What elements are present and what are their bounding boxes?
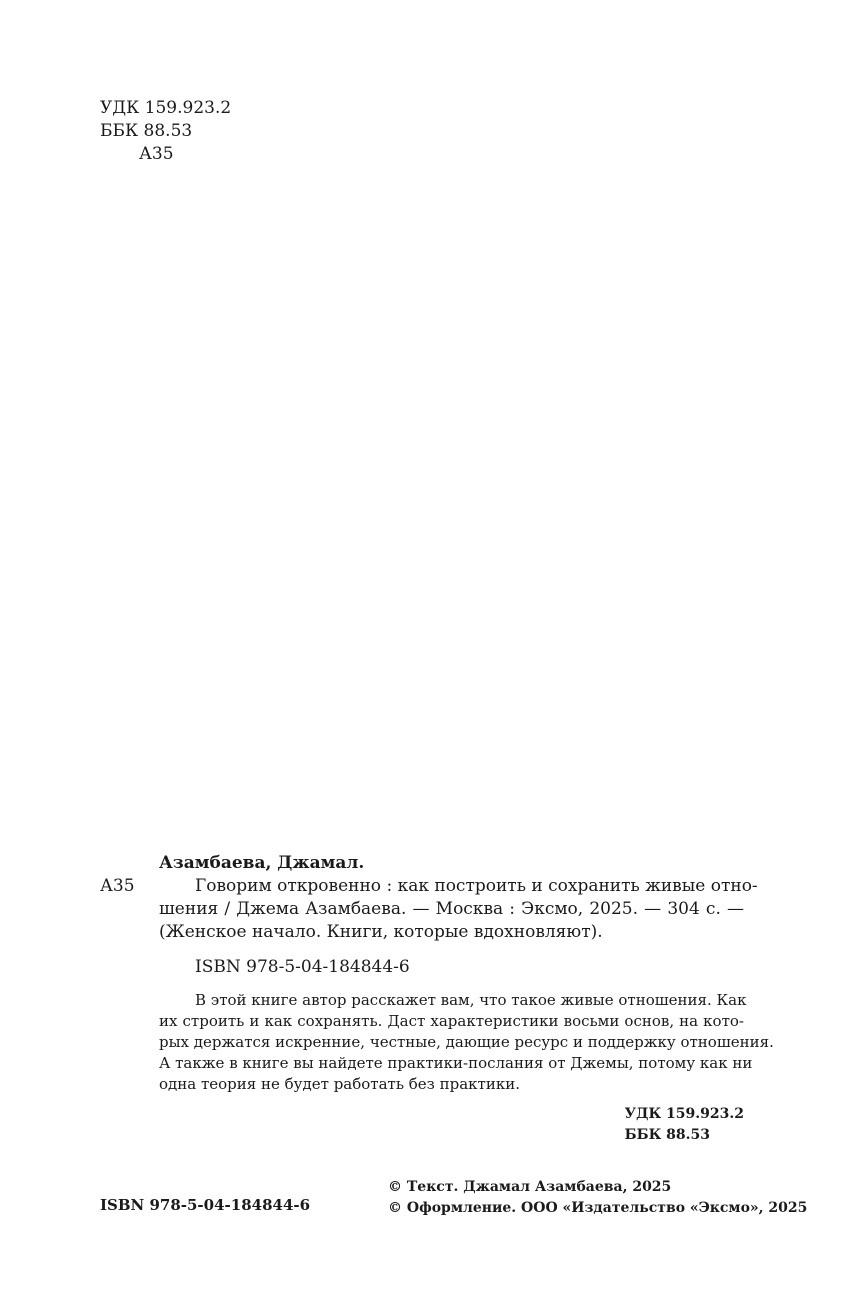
copyright-design: © Оформление. ООО «Издательство «Эксмо», 2025: [388, 1200, 808, 1216]
annotation-line: одна теория не будет работать без практики.: [159, 1075, 520, 1093]
entry-author: Азамбаева, Джамал.: [159, 853, 365, 873]
author-mark: А35: [139, 144, 174, 164]
annotation-line: их строить и как сохранять. Даст характеристики восьми основ, на кото-: [159, 1012, 744, 1030]
annotation: [159, 990, 774, 1095]
bibliographic-entry: [100, 852, 758, 979]
annotation-line: В этой книге автор расскажет вам, что такое живые отношения. Как: [195, 991, 747, 1009]
classification-codes: [625, 1104, 744, 1146]
udk-code: УДК 159.923.2: [100, 98, 232, 118]
entry-title-line: (Женское начало. Книги, которые вдохновляют).: [159, 922, 603, 942]
copyright-block: [388, 1177, 807, 1219]
copyright-text: © Текст. Джамал Азамбаева, 2025: [388, 1179, 672, 1195]
bbk-code-bold: ББК 88.53: [624, 1127, 711, 1143]
udk-code-bold: УДК 159.923.2: [624, 1106, 744, 1122]
bbk-code: ББК 88.53: [100, 121, 193, 141]
entry-isbn: ISBN 978-5-04-184844-6: [195, 957, 410, 977]
entry-title-line: Говорим откровенно : как построить и сохранить живые отно-: [195, 876, 758, 896]
annotation-line: А также в книге вы найдете практики-послания от Джемы, потому как ни: [159, 1054, 753, 1072]
entry-author-mark: А35: [100, 876, 135, 896]
footer-isbn: ISBN 978-5-04-184844-6: [100, 1196, 311, 1214]
entry-title-text: [159, 875, 758, 944]
entry-title-block: [100, 875, 758, 944]
header-classification-codes: [100, 97, 231, 166]
entry-title-line: шения / Джема Азамбаева. — Москва : Эксмо, 2025. — 304 с. —: [159, 899, 744, 919]
annotation-line: рых держатся искренние, честные, дающие ресурс и поддержку отношения.: [159, 1033, 774, 1051]
